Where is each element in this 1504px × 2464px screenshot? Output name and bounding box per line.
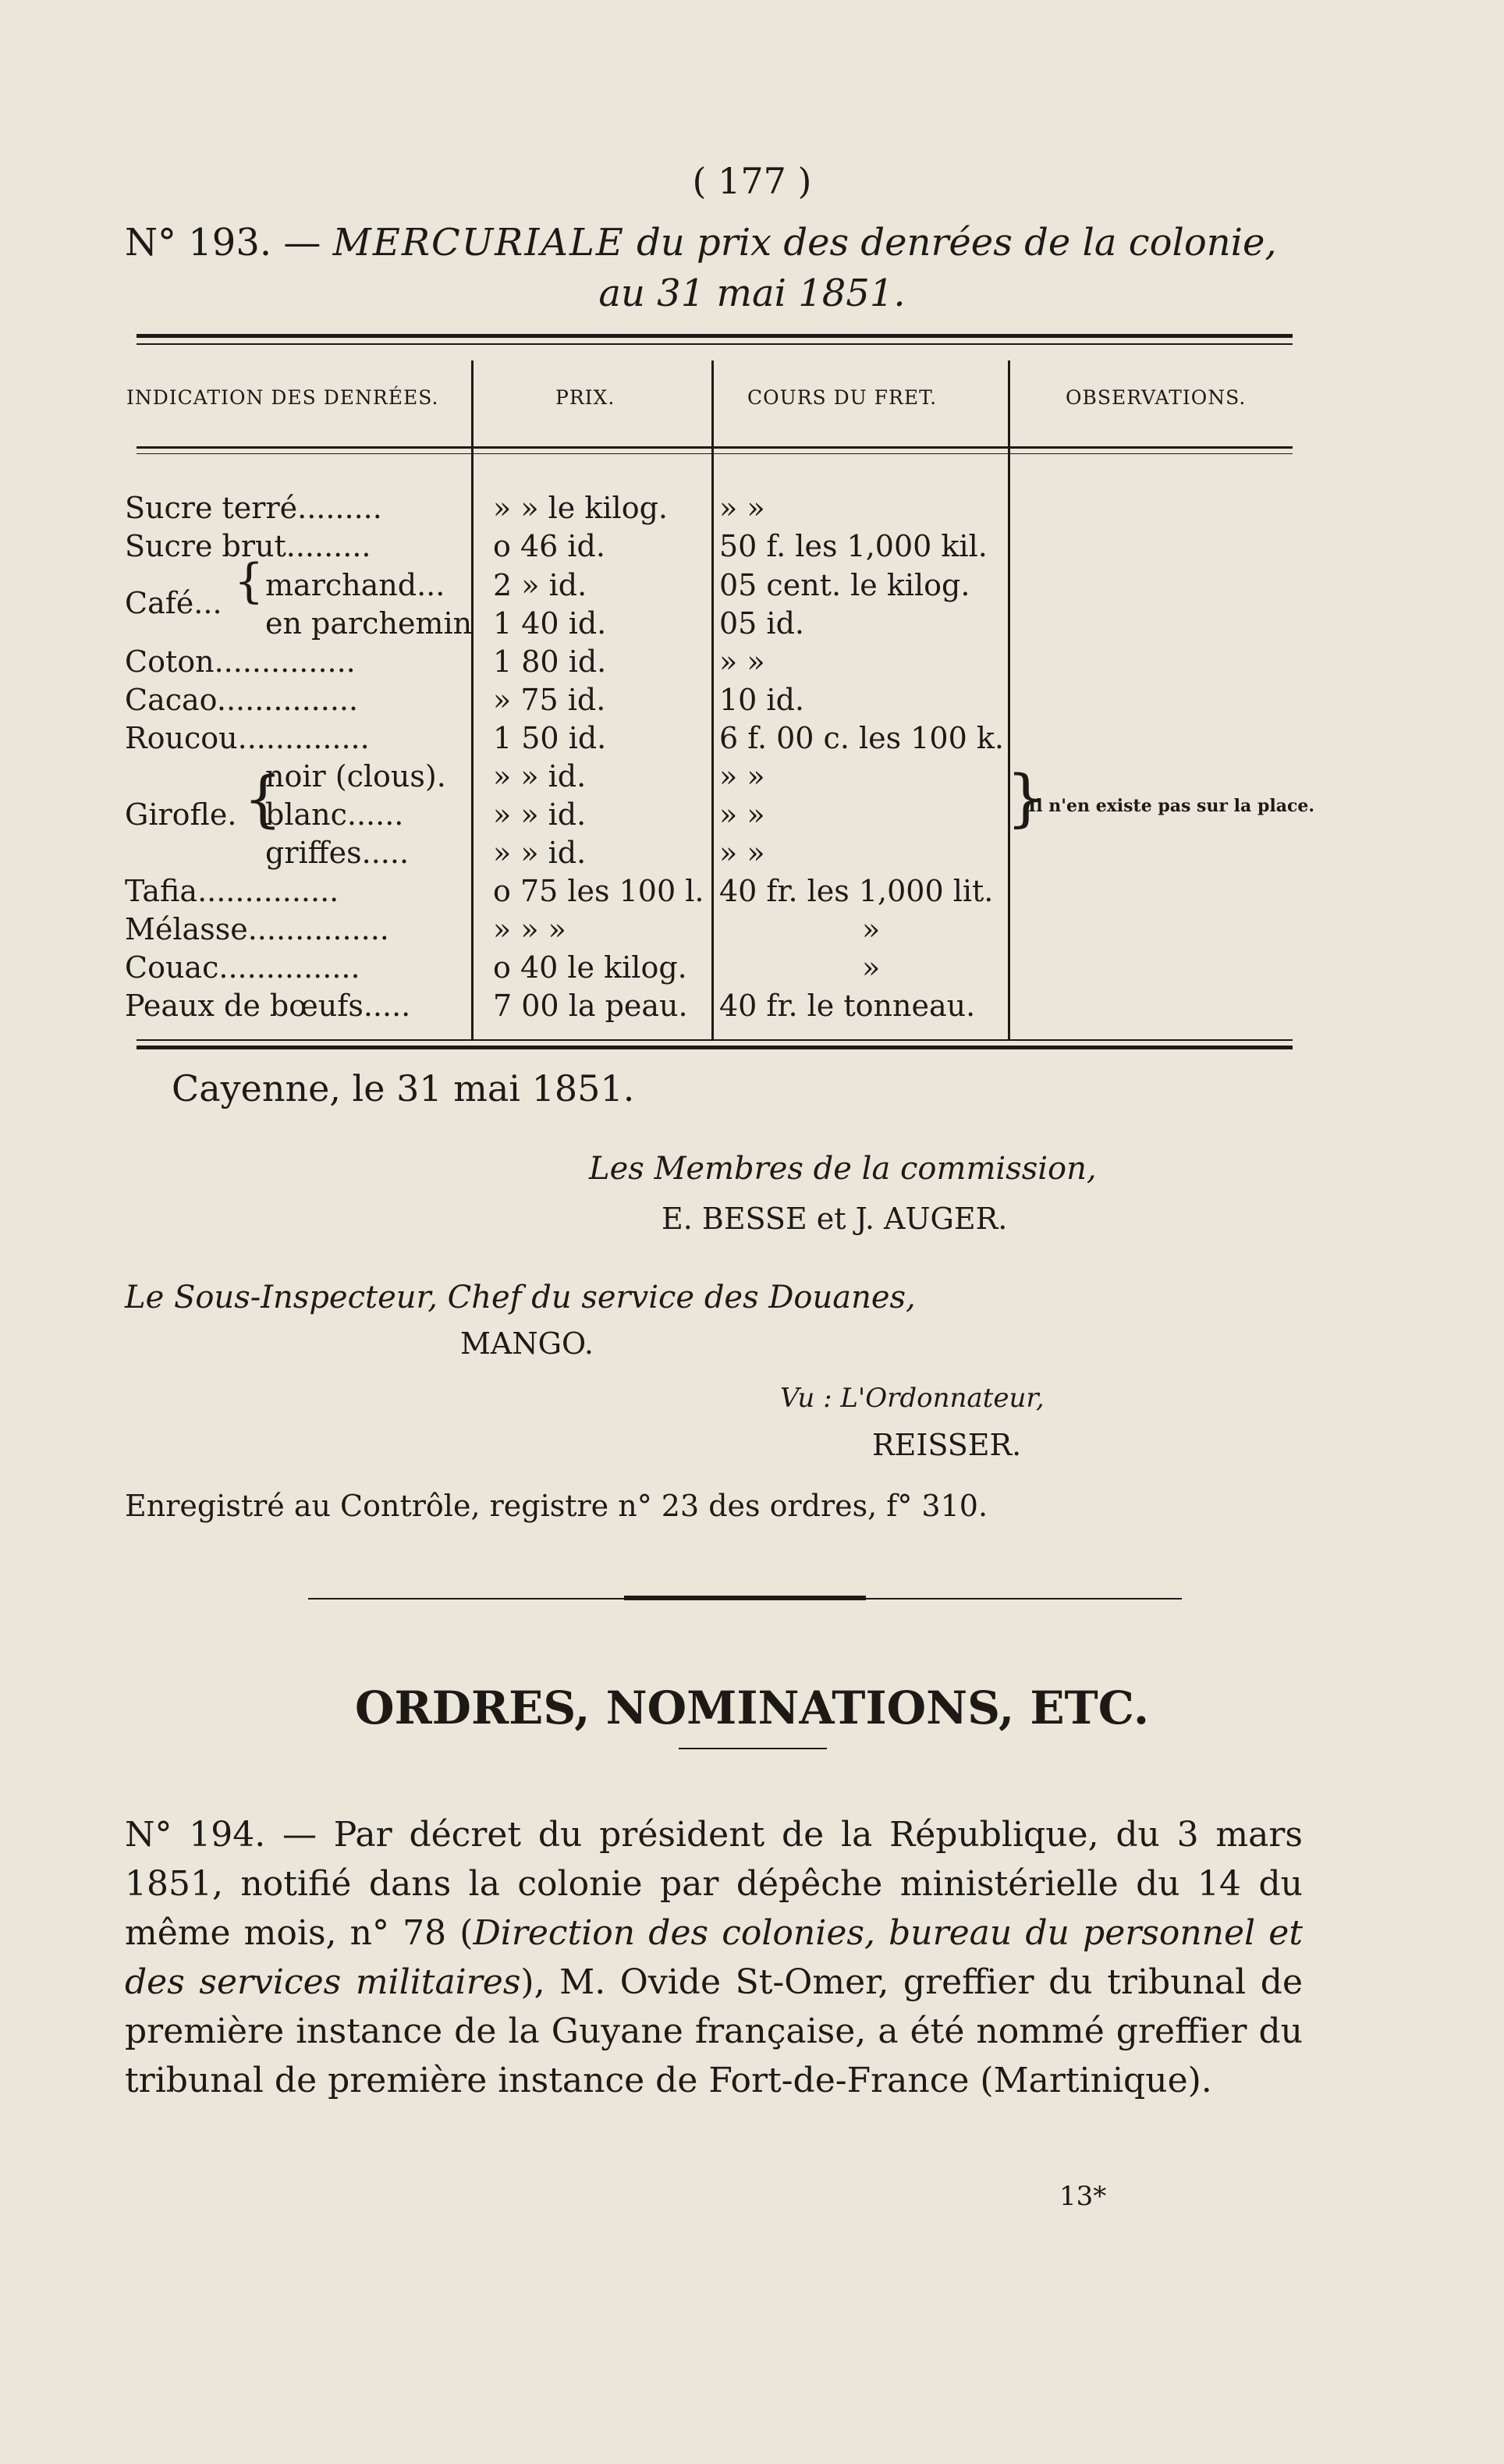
freight-cell: » » (719, 644, 765, 679)
brace: } (1006, 762, 1046, 834)
price-cell: 1 80 id. (493, 644, 607, 679)
table-row: Coton............... (125, 644, 356, 679)
freight-cell: 40 fr. le tonneau. (719, 989, 976, 1023)
column-divider (711, 360, 714, 1039)
freight-cell: » » (719, 759, 765, 794)
page-number: ( 177 ) (692, 160, 812, 202)
freight-cell: 05 id. (719, 606, 804, 641)
brace: { (234, 554, 264, 609)
vu-name: REISSER. (872, 1428, 1022, 1462)
title-caps: MERCURIALE (332, 221, 625, 265)
table-row: griffes..... (265, 836, 410, 870)
decree-paragraph (125, 1810, 1303, 2105)
price-cell: o 40 le kilog. (493, 950, 687, 985)
column-divider (1008, 360, 1010, 1039)
mercuriale-number: N° 193. (125, 221, 272, 265)
freight-cell: » » (719, 491, 765, 525)
freight-cell: » » (719, 836, 765, 870)
registration-note: Enregistré au Contrôle, registre n° 23 des ordres, f° 310. (125, 1489, 988, 1523)
freight-cell: » (862, 912, 881, 946)
table-row: Couac............... (125, 950, 360, 985)
table-bottom-rule (137, 1046, 1293, 1049)
freight-cell: 10 id. (719, 683, 804, 717)
table-row: Cacao............... (125, 683, 359, 717)
place-date: Cayenne, le 31 mai 1851. (172, 1067, 635, 1110)
title-dash: — (283, 221, 321, 265)
mercuriale-title (125, 221, 1277, 265)
group-label-cafe: Café... (125, 586, 222, 620)
table-row: Tafia............... (125, 874, 339, 908)
price-cell: o 75 les 100 l. (493, 874, 704, 908)
table-top-rule-thin (137, 343, 1293, 345)
price-cell: o 46 id. (493, 529, 605, 563)
signature-mark: 13* (1059, 2181, 1107, 2212)
header-rule-thin (137, 453, 1293, 454)
vu-label: Vu : L'Ordonnateur, (780, 1383, 1045, 1414)
header-prix: PRIX. (555, 386, 615, 409)
douanes-name: MANGO. (460, 1326, 594, 1361)
price-cell: 7 00 la peau. (493, 989, 688, 1023)
freight-cell: 50 f. les 1,000 kil. (719, 529, 988, 563)
column-divider (471, 360, 474, 1039)
header-rule (137, 446, 1293, 449)
freight-cell: » (862, 950, 881, 985)
title-underline (679, 1748, 827, 1749)
mercuriale-date: au 31 mai 1851. (598, 272, 906, 315)
decree-text: — Par décret du président de la République, du 3 mars 1851, notifié dans la colonie par dépêche ministérielle du 14 du même mois, n° 78 ( (125, 1815, 1303, 1953)
header-observations: OBSERVATIONS. (1066, 386, 1247, 409)
table-row: noir (clous). (265, 759, 446, 794)
observation-note: Il n'en existe pas sur la place. (1028, 796, 1314, 816)
header-fret: COURS DU FRET. (747, 386, 938, 409)
decree-italic: Direction des colonies, bureau du personnel et des services militaires (125, 1913, 1304, 2002)
price-cell: » » id. (493, 797, 587, 832)
price-cell: 1 40 id. (493, 606, 607, 641)
group-label-girofle: Girofle. (125, 797, 237, 832)
table-row: Sucre terré......... (125, 491, 382, 525)
decree-text-end: ), M. Ovide St-Omer, greffier du tribunal de première instance de la Guyane française, a été nommé greffier du tribunal de première instance de Fort-de-France (Martinique). (125, 1962, 1303, 2100)
table-bottom-rule-thin (137, 1039, 1293, 1041)
table-row: Roucou.............. (125, 721, 370, 755)
price-cell: » » id. (493, 836, 587, 870)
commission-names: E. BESSE et J. AUGER. (662, 1202, 1008, 1236)
table-row: marchand... (265, 568, 445, 602)
table-row: Mélasse............... (125, 912, 389, 946)
price-cell: 2 » id. (493, 568, 587, 602)
freight-cell: 05 cent. le kilog. (719, 568, 970, 602)
freight-cell: 40 fr. les 1,000 lit. (719, 874, 994, 908)
table-row: Peaux de bœufs..... (125, 989, 411, 1023)
price-cell: » » id. (493, 759, 587, 794)
table-row: Sucre brut......... (125, 529, 371, 563)
section-divider-center (624, 1596, 866, 1600)
douanes-label: Le Sous-Inspecteur, Chef du service des Douanes, (125, 1280, 916, 1315)
table-top-rule (137, 334, 1293, 338)
section-title: ORDRES, NOMINATIONS, ETC. (354, 1681, 1150, 1734)
title-rest: du prix des denrées de la colonie, (637, 221, 1277, 265)
commission-label: Les Membres de la commission, (589, 1151, 1097, 1187)
price-cell: » 75 id. (493, 683, 606, 717)
table-row: blanc...... (265, 797, 404, 832)
freight-cell: » » (719, 797, 765, 832)
freight-cell: 6 f. 00 c. les 100 k. (719, 721, 1004, 755)
table-row: en parchemin (265, 606, 473, 641)
price-cell: » » » (493, 912, 566, 946)
brace: { (243, 765, 282, 835)
decree-number: N° 194. (125, 1815, 266, 1855)
header-denrees: INDICATION DES DENRÉES. (126, 386, 439, 409)
price-cell: 1 50 id. (493, 721, 607, 755)
price-cell: » » le kilog. (493, 491, 668, 525)
